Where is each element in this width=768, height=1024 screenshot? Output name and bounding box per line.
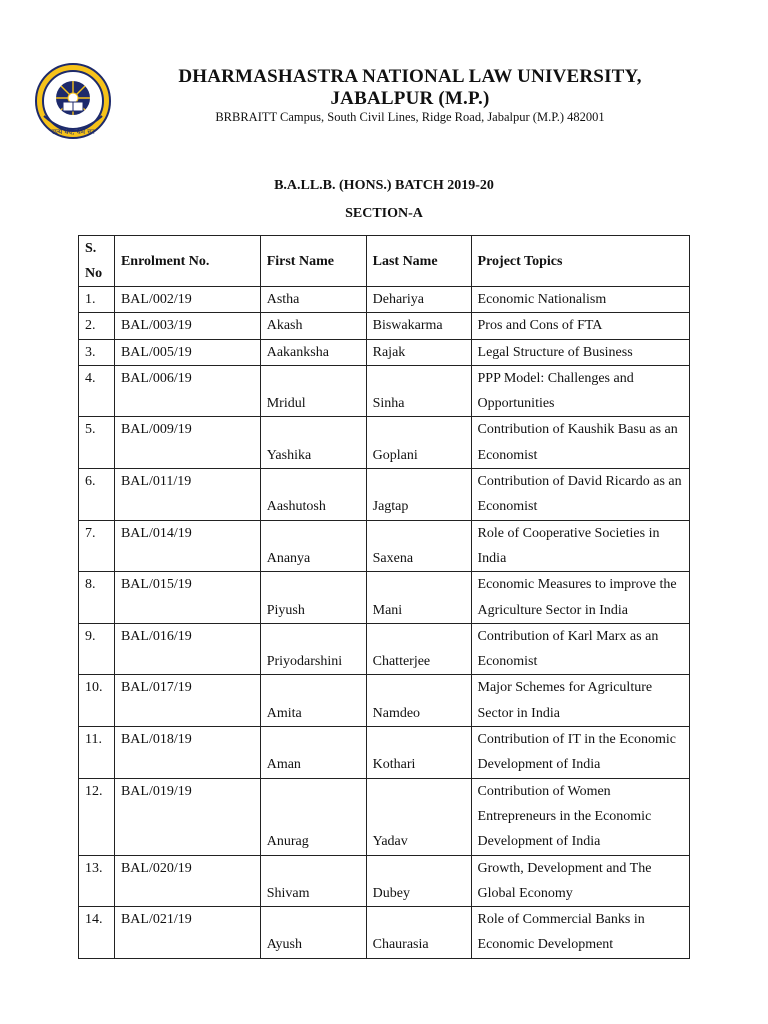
sno-cell: 1. <box>79 287 115 313</box>
last-name-cell: Yadav <box>366 778 471 855</box>
project-topic-cell: PPP Model: Challenges and Opportunities <box>471 365 689 417</box>
last-name-cell: Kothari <box>366 727 471 779</box>
project-topic-cell: Contribution of Kaushik Basu as an Economist <box>471 417 689 469</box>
last-name-cell: Dubey <box>366 855 471 907</box>
sno-cell: 5. <box>79 417 115 469</box>
table-row <box>79 365 690 417</box>
table-row <box>79 727 690 779</box>
enrolment-cell: BAL/016/19 <box>114 623 260 675</box>
first-name-cell: Shivam <box>260 855 366 907</box>
enrolment-cell: BAL/018/19 <box>114 727 260 779</box>
header-first-name: First Name <box>260 236 366 287</box>
last-name-cell: Dehariya <box>366 287 471 313</box>
enrolment-cell: BAL/014/19 <box>114 520 260 572</box>
table-row <box>79 313 690 339</box>
enrolment-cell: BAL/020/19 <box>114 855 260 907</box>
university-name-line2: JABALPUR (M.P.) <box>330 88 490 109</box>
table-row <box>79 778 690 855</box>
first-name-cell: Akash <box>260 313 366 339</box>
first-name-cell: Aakanksha <box>260 339 366 365</box>
last-name-cell: Rajak <box>366 339 471 365</box>
batch-title: B.A.LL.B. (HONS.) BATCH 2019-20 <box>274 178 494 193</box>
table-row <box>79 572 690 624</box>
enrolment-cell: BAL/005/19 <box>114 339 260 365</box>
sno-cell: 13. <box>79 855 115 907</box>
header-last-name: Last Name <box>366 236 471 287</box>
last-name-cell: Jagtap <box>366 469 471 521</box>
enrolment-cell: BAL/006/19 <box>114 365 260 417</box>
project-topic-cell: Contribution of David Ricardo as an Economist <box>471 469 689 521</box>
header-enrolment: Enrolment No. <box>114 236 260 287</box>
project-topic-cell: Legal Structure of Business <box>471 339 689 365</box>
enrolment-cell: BAL/021/19 <box>114 907 260 959</box>
table-row <box>79 339 690 365</box>
table-body <box>79 287 690 959</box>
table-row <box>79 469 690 521</box>
university-name-line1: DHARMASHASTRA NATIONAL LAW UNIVERSITY, <box>178 66 642 87</box>
sno-cell: 11. <box>79 727 115 779</box>
project-topic-cell: Economic Nationalism <box>471 287 689 313</box>
enrolment-cell: BAL/017/19 <box>114 675 260 727</box>
enrolment-cell: BAL/011/19 <box>114 469 260 521</box>
project-topic-cell: Pros and Cons of FTA <box>471 313 689 339</box>
header-project-topics: Project Topics <box>471 236 689 287</box>
project-topic-cell: Contribution of IT in the Economic Development of India <box>471 727 689 779</box>
last-name-cell: Chatterjee <box>366 623 471 675</box>
first-name-cell: Ayush <box>260 907 366 959</box>
enrolment-cell: BAL/019/19 <box>114 778 260 855</box>
first-name-cell: Mridul <box>260 365 366 417</box>
last-name-cell: Chaurasia <box>366 907 471 959</box>
logo-motto: सत्यं वद, धर्मं चर <box>51 128 95 136</box>
table-row <box>79 675 690 727</box>
sno-cell: 3. <box>79 339 115 365</box>
first-name-cell: Anurag <box>260 778 366 855</box>
sno-cell: 14. <box>79 907 115 959</box>
project-topic-cell: Role of Cooperative Societies in India <box>471 520 689 572</box>
first-name-cell: Priyodarshini <box>260 623 366 675</box>
table-header-row <box>79 236 690 287</box>
sno-cell: 4. <box>79 365 115 417</box>
project-topic-cell: Major Schemes for Agriculture Sector in India <box>471 675 689 727</box>
sno-cell: 9. <box>79 623 115 675</box>
enrolment-cell: BAL/009/19 <box>114 417 260 469</box>
project-topic-cell: Role of Commercial Banks in Economic Development <box>471 907 689 959</box>
first-name-cell: Astha <box>260 287 366 313</box>
sno-cell: 8. <box>79 572 115 624</box>
project-topic-cell: Economic Measures to improve the Agriculture Sector in India <box>471 572 689 624</box>
enrolment-cell: BAL/002/19 <box>114 287 260 313</box>
last-name-cell: Goplani <box>366 417 471 469</box>
header-sno: S. No <box>79 236 115 287</box>
table-row <box>79 907 690 959</box>
university-logo <box>34 62 112 140</box>
last-name-cell: Saxena <box>366 520 471 572</box>
project-topic-cell: Growth, Development and The Global Economy <box>471 855 689 907</box>
first-name-cell: Amita <box>260 675 366 727</box>
project-topic-cell: Contribution of Women Entrepreneurs in the Economic Development of India <box>471 778 689 855</box>
last-name-cell: Namdeo <box>366 675 471 727</box>
first-name-cell: Piyush <box>260 572 366 624</box>
first-name-cell: Ananya <box>260 520 366 572</box>
table-row <box>79 520 690 572</box>
enrolment-cell: BAL/015/19 <box>114 572 260 624</box>
last-name-cell: Mani <box>366 572 471 624</box>
university-name <box>140 66 680 110</box>
sno-cell: 7. <box>79 520 115 572</box>
table-row <box>79 417 690 469</box>
table-row <box>79 855 690 907</box>
first-name-cell: Aman <box>260 727 366 779</box>
sno-cell: 2. <box>79 313 115 339</box>
project-topics-table <box>78 235 690 959</box>
university-address: BRBRAITT Campus, South Civil Lines, Ridge Road, Jabalpur (M.P.) 482001 <box>215 110 605 124</box>
table-row <box>79 287 690 313</box>
first-name-cell: Yashika <box>260 417 366 469</box>
sno-cell: 10. <box>79 675 115 727</box>
enrolment-cell: BAL/003/19 <box>114 313 260 339</box>
last-name-cell: Sinha <box>366 365 471 417</box>
project-topic-cell: Contribution of Karl Marx as an Economist <box>471 623 689 675</box>
first-name-cell: Aashutosh <box>260 469 366 521</box>
section-title: SECTION-A <box>345 206 423 221</box>
table-row <box>79 623 690 675</box>
last-name-cell: Biswakarma <box>366 313 471 339</box>
sno-cell: 6. <box>79 469 115 521</box>
sno-cell: 12. <box>79 778 115 855</box>
